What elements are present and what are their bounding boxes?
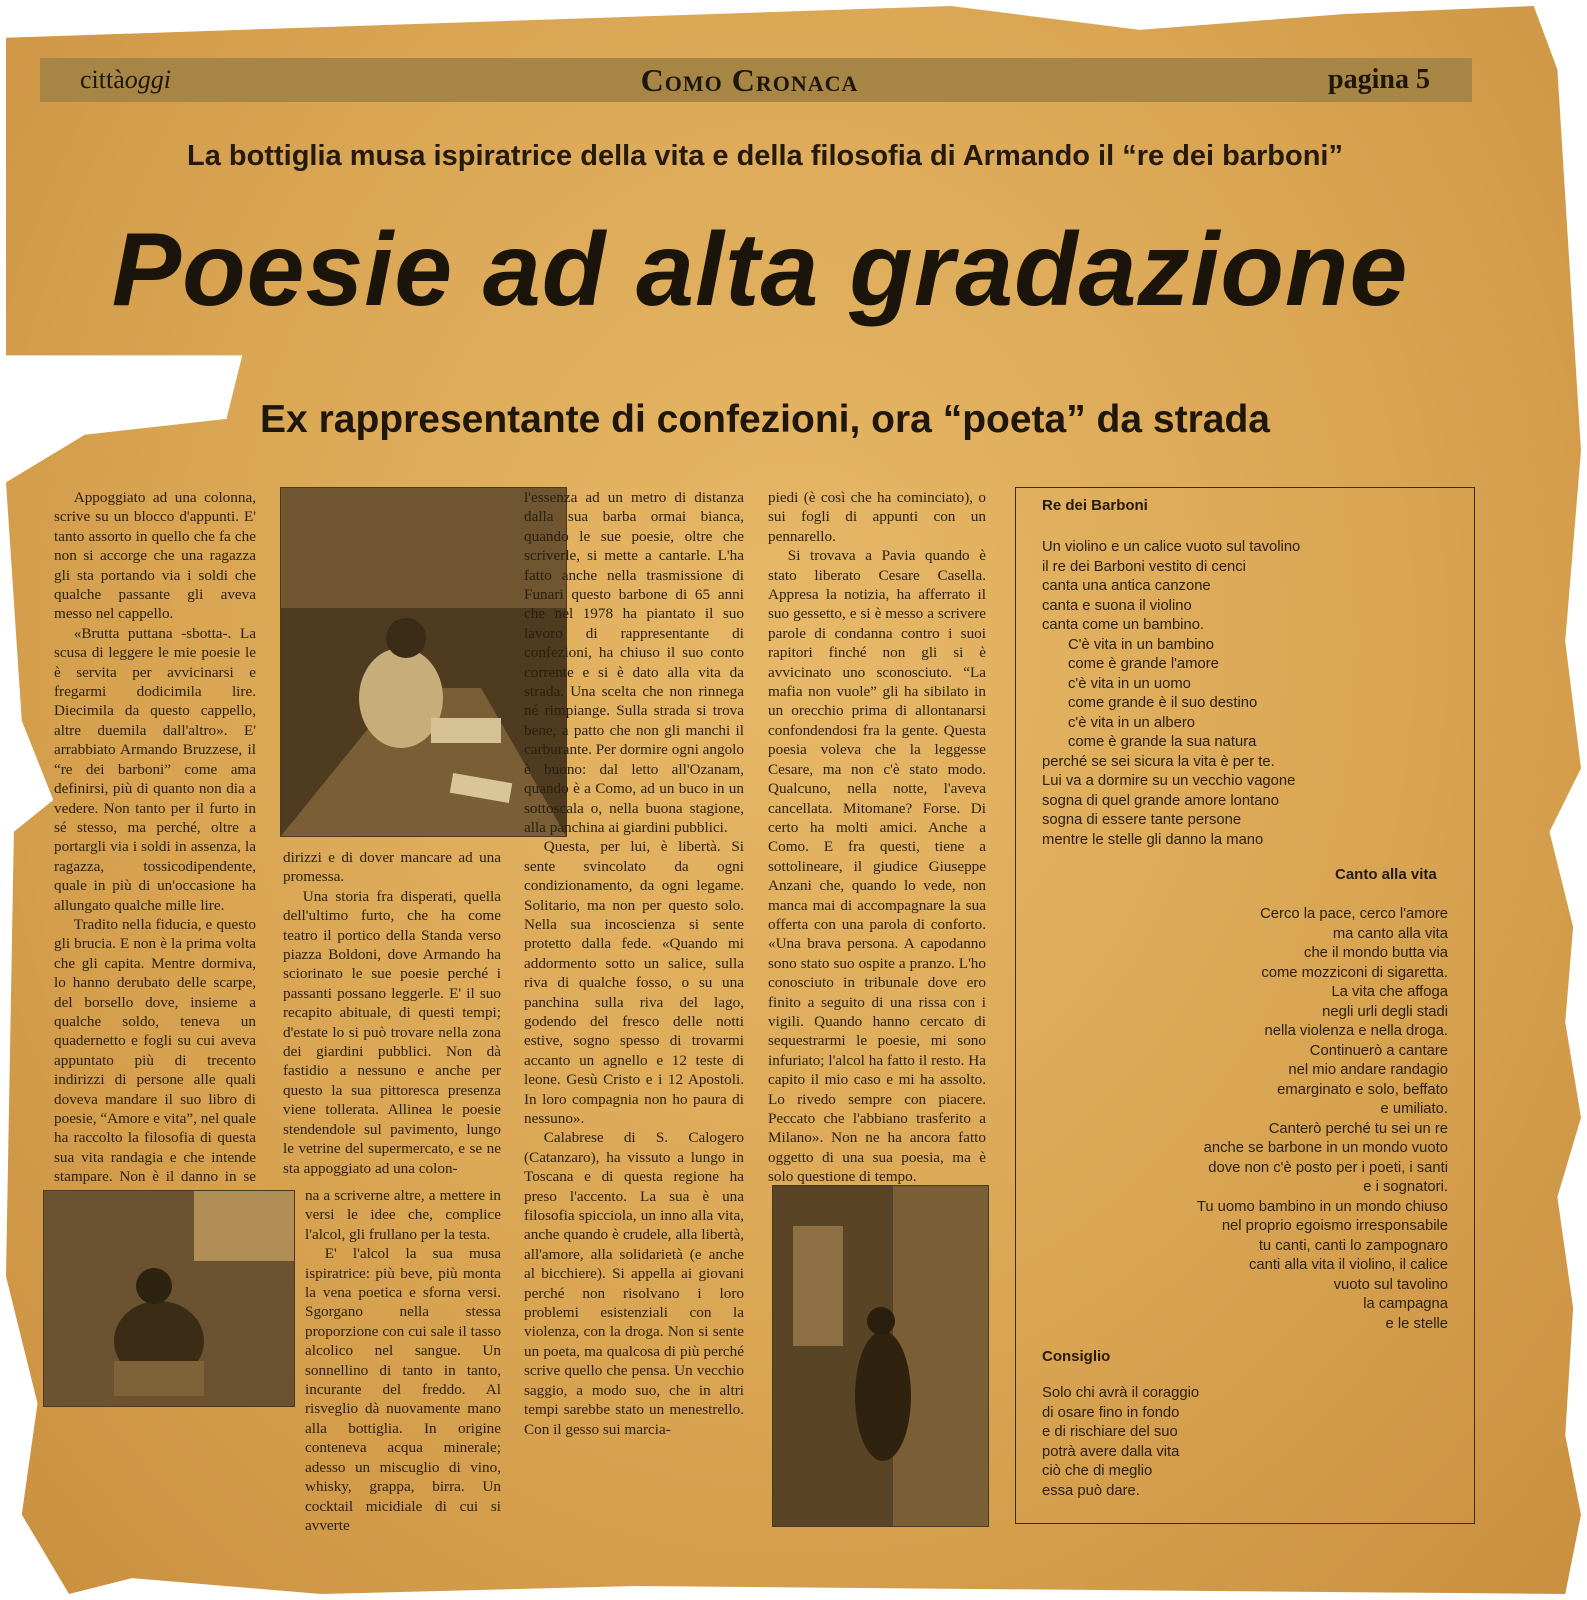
poem-line: nel proprio egoismo irresponsabile [1221, 1218, 1448, 1234]
article-paragraph: dirizzi e di dover mancare ad una promessa. [283, 849, 501, 886]
poem-line: e i sognatori. [1363, 1179, 1448, 1195]
poem-canto-alla-vita [1030, 905, 1448, 1334]
article-paragraph: Tradito nella fiducia, e questo gli brucia. E non è la prima volta che gli capita. Mentre dormiva, lo hanno derubato delle scarpe, del borsello dove, insieme a qualche soldo, teneva un quadernetto e fogli su cui aveva appuntato più di trecento indirizzi di persone alle quali doveva mandare il suo libro di poesie, “Amore e vita”, nel quale ha raccolto la filosofia di questa sua vita randagia e che intende stampare. Non è il danno in se [54, 915, 256, 1186]
poem-line: potrà avere dalla vita [1042, 1443, 1180, 1460]
poem-line: La vita che affoga [1331, 984, 1448, 1000]
poem-line: di osare fino in fondo [1042, 1404, 1180, 1421]
poem-line: come è grande l'amore [1068, 656, 1219, 672]
poem-line: canta e suona il violino [1042, 597, 1192, 614]
poem-line: canta una antica canzone [1042, 578, 1211, 594]
poem-line: la campagna [1363, 1296, 1448, 1312]
poem-line: Cerco la pace, cerco l'amore [1260, 906, 1448, 922]
page-number: pagina 5 [1328, 64, 1430, 95]
article-column-1 [54, 488, 256, 1186]
article-paragraph: Appoggiato ad una colonna, scrive su un blocco d'appunti. E' tanto assorto in quello che fa che non si accorge che una ragazza gli sta portando via i soldi che qualche passante gli aveva messo nel cappello. [54, 489, 256, 623]
article-paragraph: E' l'alcol la sua musa ispiratrice: più beve, più monta la vena poetica e sforna versi. Sgorgano nella stessa proporzione con cui sale il tasso alcolico nel sangue. Un sonnellino di tanto in tanto, incurante del freddo. Al risveglio dà nuovamente mano alla bottiglia. In origine conteneva acqua minerale; adesso un miscuglio di vino, whisky, grappa, birra. Un cocktail micidiale di cui si avverte [305, 1245, 501, 1534]
poem-consiglio [1042, 1384, 1442, 1501]
poem-line: come è grande la sua natura [1068, 734, 1257, 750]
article-paragraph: Una storia fra disperati, quella dell'ultimo furto, che ha come teatro il portico della Standa verso piazza Boldoni, dove Armando ha sciorinato le sue poesie perché i passanti possano leggerle. E' il suo recapito abituale, di questi tempi; d'estate lo si può trovare nella zona dei giardini pubblici. Non dà fastidio a nessuno e anche per questo la sua pittoresca presenza viene tollerata. Allinea le poesie stendendole sul pavimento, lungo le vetrine del supermercato, e se ne sta appoggiato ad una colon- [283, 887, 501, 1177]
poem-line: tu canti, canti lo zampognaro [1258, 1237, 1448, 1254]
poem-line: e umiliato. [1380, 1101, 1448, 1117]
brand-italic: oggi [124, 65, 171, 94]
photo-barbone-seated [43, 1190, 295, 1407]
kicker: La bottiglia musa ispiratrice della vita e della filosofia di Armando il “re dei barboni” [187, 140, 1343, 172]
subheadline: Ex rappresentante di confezioni, ora “poeta” da strada [260, 398, 1270, 441]
article-paragraph: l'essenza ad un metro di distanza dalla sua barba ormai bianca, quando le sue poesie, oltre che scriverle, si mette a cantarle. L'ha fatto anche nella trasmissione di Funari questo barbone di 65 anni che nel 1978 ha piantato il suo lavoro di rappresentante di confezioni, ha chiuso il suo conto corrente e si è dato alla vita da strada. Una scelta che non rinnega né rimpiange. Sulla strada si trova bene, a patto che non gli manchi il carburante. Per dormire ogni angolo è buono: dal letto all'Ozanam, quando è a Como, ad un buco in un sottoscala o, nella buona stagione, alla panchina ai giardini pubblici. [524, 489, 744, 836]
poem-line: C'è vita in un bambino [1068, 636, 1214, 653]
poem-line: vuoto sul tavolino [1333, 1276, 1448, 1293]
poem-re-dei-barboni [1042, 538, 1462, 850]
poem-line: che il mondo butta via [1304, 945, 1448, 961]
poem-line: canti alla vita il violino, il calice [1248, 1257, 1448, 1273]
photo-barbone-street-image [773, 1186, 988, 1526]
poem-line: sogna di quel grande amore lontano [1042, 792, 1279, 809]
poem-line: anche se barbone in un mondo vuoto [1203, 1140, 1448, 1156]
article-paragraph: Si trovava a Pavia quando è stato liberato Cesare Casella. Appresa la notizia, ha afferrato il suo gessetto, e si è messo a scrivere parole di condanna contro i suoi rapitori finché non gli si è avvicinato uno sconosciuto. “La mafia non vuole” gli ha sibilato in un orecchio prima di allontanarsi confondendosi fra la gente. Questa poesia voleva che la leggesse Cesare, ma non c'è stato modo. Qualcuno, nella notte, l'aveva cancellata. Mitomane? Forse. Di certo ha molti amici. Anche a Como. E fra questi, tiene a sottolineare, il giudice Giuseppe Anzani che, quando lo vede, non manca mai di accompagnare la sua offerta con una parola di conforto. «Una brava persona. A capodanno sono stato suo ospite a pranzo. L'ho conosciuto in tribunale dove ero finito a seguito di una rissa con i vigili. Quando hanno cercato di sequestrarmi le poesie, mi sono infuriato; l'alcol ha fatto il resto. Ha capito il mio caso e mi ha assolto. Lo rivedo sempre con piacere. Peccato che l'abbiano trasferito a Milano». Non ne ha ancora fatto oggetto di una sua poesia, ma è solo questione di tempo. [768, 547, 986, 1186]
article-paragraph: Questa, per lui, è libertà. Si sente svincolato da ogni condizionamento, da ogni legame. Solitario, ma non per questo solo. Nella sua incoscienza si sente protetto dalla fede. «Quando mi addormento sotto un salice, sulla riva di qualche fosso, o su una panchina sulla riva del lago, godendo del fresco delle notti estive, sogno spesso di trovarmi accanto un agnello e 12 teste di leone. Gesù Cristo e i 12 Apostoli. In loro compagnia non ho paura di nessuno». [524, 838, 744, 1127]
poem-line: il re dei Barboni vestito di cenci [1042, 558, 1246, 575]
poem-line: Solo chi avrà il coraggio [1042, 1385, 1200, 1401]
brand-main: città [80, 65, 125, 94]
article-column-2 [283, 848, 501, 1188]
poem-line: nel mio andare randagio [1288, 1062, 1448, 1078]
headline: Poesie ad alta gradazione [111, 212, 1409, 328]
poem-line: e di rischiare del suo [1042, 1424, 1178, 1440]
poem-line: ciò che di meglio [1042, 1463, 1153, 1479]
poem-line: negli urli degli stadi [1322, 1003, 1448, 1020]
poem-line: canta come un bambino. [1042, 617, 1205, 633]
poem-line: Canterò perché tu sei un re [1268, 1120, 1448, 1137]
article-paragraph: piedi (è così che ha cominciato), o sui fogli di appunti con un pennarello. [768, 489, 986, 545]
article-column-2-continued [305, 1186, 501, 1534]
newspaper-brand [80, 65, 171, 95]
poem-line: e le stelle [1385, 1315, 1448, 1332]
poem-line: come mozziconi di sigaretta. [1261, 964, 1448, 981]
poem-line: essa può dare. [1042, 1482, 1140, 1499]
section-name: Como Cronaca [640, 61, 859, 98]
poem-line: Tu uomo bambino in un mondo chiuso [1196, 1198, 1448, 1215]
poem-line: Un violino e un calice vuoto sul tavolino [1042, 539, 1301, 555]
poem-line: sogna di essere tante persone [1042, 812, 1242, 828]
poem-line: c'è vita in un uomo [1068, 675, 1191, 692]
poem-line: nella violenza e nella droga. [1264, 1023, 1448, 1039]
poem-line: dove non c'è posto per i poeti, i santi [1208, 1159, 1448, 1176]
article-column-4 [768, 488, 986, 1186]
poem-line: Continuerò a cantare [1309, 1042, 1448, 1059]
article-paragraph: na a scriverne altre, a mettere in versi le idee che, complice l'alcol, gli frullano per la testa. [305, 1187, 501, 1243]
poem-title-consiglio: Consiglio [1042, 1348, 1111, 1365]
article-paragraph: «Brutta puttana -sbotta-. La scusa di leggere le mie poesie le è servita per avvicinarsi e fregarmi dodicimila lire. Diecimila da questo cappello, altre duemila dall'altro». E' arrabbiato Armando Bruzzese, il “re dei barboni” come ama definirsi, più di quanto non dia a vedere. Non tanto per il furto in sé stesso, ma perché, oltre a portargli via i soldi in assenza, la ragazza, tossicodipendente, quale in più di un'occasione ha allungato qualche mille lire. [54, 624, 256, 914]
poem-title-re-dei-barboni: Re dei Barboni [1042, 497, 1148, 514]
photo-barbone-seated-image [44, 1191, 294, 1406]
poem-line: Lui va a dormire su un vecchio vagone [1042, 773, 1296, 789]
article-paragraph: Calabrese di S. Calogero (Catanzaro), ha vissuto a lungo in Toscana e di questa regione ha preso l'accento. La sua è una filosofia spicciola, un inno alla vita, anche quando è crudele, alla libertà, all'amore, alla solidarietà (e anche al bicchiere). Si appella ai giovani perché non risolvano i loro problemi esistenziali con la violenza, con la droga. Non si sente un poeta, ma qualcosa di più perché scrive quello che pensa. Un vecchio saggio, a modo suo, che in altri tempi sarebbe stato un menestrello. Con il gesso sui marcia- [524, 1129, 744, 1438]
poem-line: come grande è il suo destino [1068, 695, 1258, 711]
poem-line: mentre le stelle gli danno la mano [1042, 831, 1264, 848]
photo-barbone-street [772, 1185, 989, 1527]
page-header-bar [40, 58, 1472, 102]
poem-line: c'è vita in un albero [1068, 714, 1196, 731]
poem-line: perché se sei sicura la vita è per te. [1042, 753, 1275, 770]
poem-title-canto-alla-vita: Canto alla vita [1335, 866, 1437, 883]
poem-line: emarginato e solo, beffato [1277, 1081, 1448, 1098]
article-column-3 [524, 488, 744, 1522]
poem-line: ma canto alla vita [1332, 925, 1448, 942]
